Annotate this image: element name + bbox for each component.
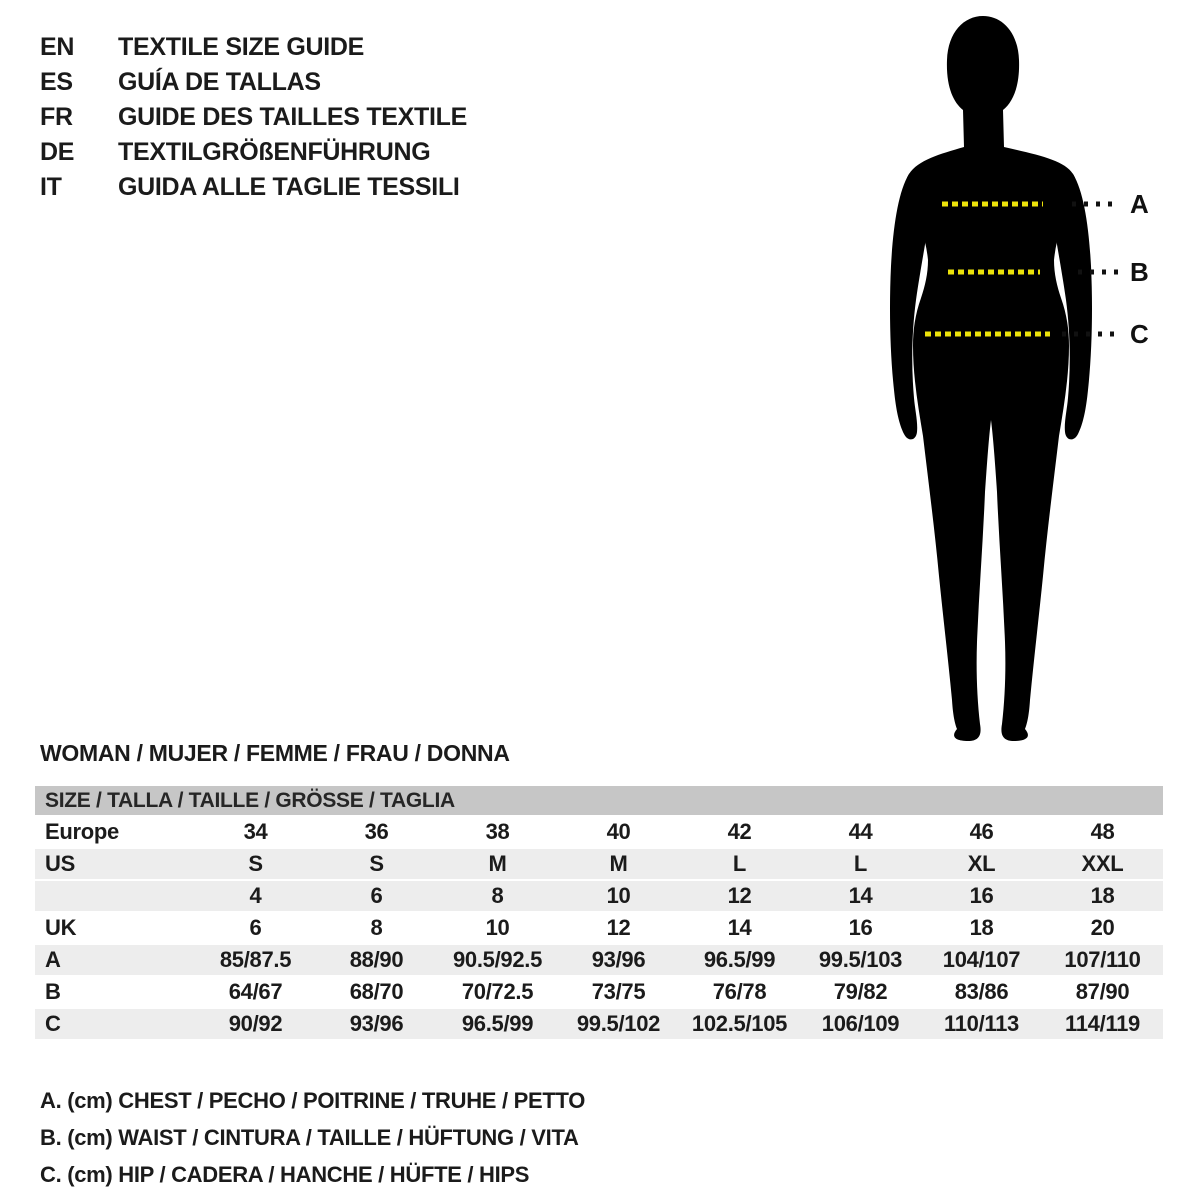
language-row-de	[40, 135, 467, 170]
hip-label: C	[1130, 319, 1149, 349]
table-cell: 8	[370, 915, 383, 940]
table-row-europe	[35, 817, 1163, 847]
table-cell: 10	[485, 915, 510, 940]
table-cell: 70/72.5	[461, 979, 534, 1004]
size-table-header: SIZE / TALLA / TAILLE / GRÖSSE / TAGLIA	[35, 786, 1163, 815]
table-cell: 73/75	[591, 979, 646, 1004]
guide-title-fr: GUIDE DES TAILLES TEXTILE	[118, 103, 468, 131]
table-cell: 106/109	[821, 1011, 900, 1036]
table-cell: 6	[249, 915, 262, 940]
table-cell: S	[248, 851, 263, 876]
table-cell: 20	[1090, 915, 1115, 940]
table-cell: 90.5/92.5	[452, 947, 543, 972]
table-cell: 18	[1090, 883, 1115, 908]
language-code: ES	[40, 68, 73, 96]
table-row-us	[35, 849, 1163, 879]
table-row-chest	[35, 945, 1163, 975]
table-cell: 48	[1090, 819, 1115, 844]
chest-label: A	[1130, 189, 1149, 219]
row-label: C	[45, 1011, 61, 1036]
table-cell: 38	[485, 819, 510, 844]
table-cell: 42	[727, 819, 752, 844]
guide-title-es: GUÍA DE TALLAS	[118, 68, 321, 96]
table-cell: 68/70	[349, 979, 404, 1004]
table-row-uk	[35, 913, 1163, 943]
guide-title-en: TEXTILE SIZE GUIDE	[118, 33, 365, 61]
measurement-legend	[40, 1082, 585, 1193]
table-cell: 12	[727, 883, 752, 908]
language-row-it	[40, 170, 467, 205]
legend-hip: C. (cm) HIP / CADERA / HANCHE / HÜFTE / HIPS	[40, 1161, 530, 1187]
table-cell: 76/78	[712, 979, 767, 1004]
table-cell: 14	[848, 883, 873, 908]
language-code: FR	[40, 103, 73, 131]
table-cell: S	[369, 851, 384, 876]
table-cell: 85/87.5	[219, 947, 292, 972]
table-cell: L	[853, 851, 868, 876]
table-cell: 107/110	[1064, 947, 1141, 972]
row-label: A	[45, 947, 61, 972]
table-cell: 18	[969, 915, 994, 940]
table-cell: 36	[364, 819, 389, 844]
table-cell: 87/90	[1075, 979, 1130, 1004]
language-code: IT	[40, 173, 62, 201]
guide-title-de: TEXTILGRÖßENFÜHRUNG	[118, 138, 431, 166]
table-cell: 16	[969, 883, 994, 908]
table-cell: 12	[606, 915, 631, 940]
row-label: Europe	[45, 819, 119, 844]
language-title-list	[40, 30, 467, 205]
measurement-diagram	[880, 8, 1190, 748]
table-row-us-numeric	[35, 881, 1163, 911]
table-cell: 16	[848, 915, 873, 940]
row-label: US	[45, 851, 75, 876]
table-cell: 114/119	[1065, 1011, 1140, 1036]
table-cell: 99.5/102	[576, 1011, 661, 1036]
table-cell: L	[732, 851, 747, 876]
size-table	[35, 786, 1163, 1041]
woman-silhouette	[906, 16, 1077, 741]
table-cell: 93/96	[591, 947, 646, 972]
table-cell: 96.5/99	[703, 947, 776, 972]
table-cell: 83/86	[954, 979, 1009, 1004]
language-code: DE	[40, 138, 75, 166]
guide-title-it: GUIDA ALLE TAGLIE TESSILI	[118, 173, 460, 201]
table-cell: 96.5/99	[461, 1011, 534, 1036]
table-cell: 99.5/103	[818, 947, 903, 972]
table-cell: 14	[727, 915, 752, 940]
table-cell: 40	[606, 819, 631, 844]
table-cell: 104/107	[942, 947, 1021, 972]
table-cell: XL	[967, 851, 996, 876]
table-cell: 6	[370, 883, 383, 908]
legend-waist: B. (cm) WAIST / CINTURA / TAILLE / HÜFTUNG / VITA	[40, 1124, 579, 1150]
table-cell: M	[488, 851, 507, 876]
row-label: UK	[45, 915, 77, 940]
waist-label: B	[1130, 257, 1149, 287]
language-row-fr	[40, 100, 467, 135]
table-cell: 79/82	[833, 979, 888, 1004]
table-cell: M	[609, 851, 628, 876]
table-cell: 34	[243, 819, 268, 844]
table-cell: 102.5/105	[691, 1011, 788, 1036]
table-cell: 46	[969, 819, 994, 844]
table-cell: 90/92	[228, 1011, 283, 1036]
language-row-en	[40, 30, 467, 65]
table-cell: 110/113	[944, 1011, 1019, 1036]
table-cell: 4	[249, 883, 262, 908]
row-label: B	[45, 979, 61, 1004]
table-cell: 10	[606, 883, 631, 908]
table-cell: 88/90	[349, 947, 404, 972]
language-code: EN	[40, 33, 75, 61]
table-cell: 44	[848, 819, 873, 844]
legend-chest: A. (cm) CHEST / PECHO / POITRINE / TRUHE / PETTO	[40, 1087, 586, 1113]
table-row-hip	[35, 1009, 1163, 1039]
language-row-es	[40, 65, 467, 100]
table-cell: XXL	[1081, 851, 1124, 876]
table-row-waist	[35, 977, 1163, 1007]
table-cell: 93/96	[349, 1011, 404, 1036]
woman-section-heading: WOMAN / MUJER / FEMME / FRAU / DONNA	[40, 740, 510, 766]
woman-silhouette-svg	[880, 8, 1190, 748]
table-cell: 64/67	[228, 979, 283, 1004]
table-cell: 8	[491, 883, 504, 908]
